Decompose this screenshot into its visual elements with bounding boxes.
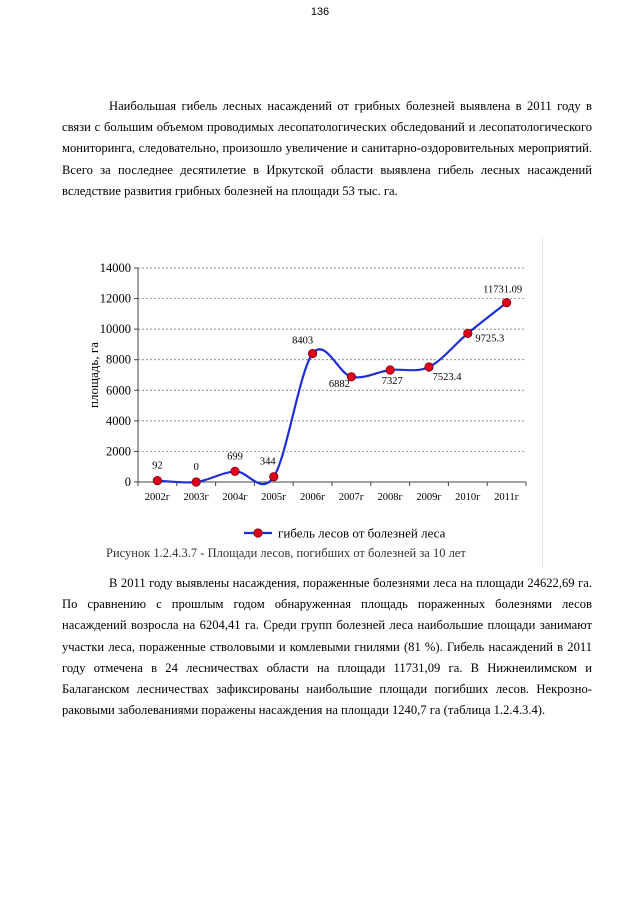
x-tick-label: 2010г	[455, 492, 481, 503]
x-tick-label: 2008г	[377, 492, 403, 503]
data-label: 11731.09	[483, 284, 523, 296]
x-tick-label: 2004г	[222, 492, 248, 503]
data-point	[192, 478, 200, 486]
legend-marker	[254, 529, 262, 537]
data-label: 9725.3	[475, 333, 505, 345]
x-tick-label: 2003г	[183, 492, 209, 503]
data-point	[270, 473, 278, 481]
x-tick-label: 2002г	[144, 492, 171, 503]
data-point	[464, 329, 472, 337]
y-axis-label: площадь, га	[86, 342, 101, 408]
x-tick-label: 2005г	[261, 492, 287, 503]
data-label: 344	[259, 456, 276, 468]
page-number: 136	[310, 6, 330, 18]
y-tick-label: 2000	[106, 444, 131, 459]
data-label: 0	[193, 462, 199, 473]
data-point	[153, 476, 161, 484]
figure-caption: Рисунок 1.2.4.3.7 - Площади лесов, погибших от болезней за 10 лет	[106, 546, 466, 560]
line-chart	[82, 250, 542, 550]
data-label: 6882	[328, 378, 350, 390]
y-tick-label: 8000	[106, 352, 131, 367]
paragraph-results: В 2011 году выявлены насаждения, пораженные болезнями леса на площади 24622,69 га. По сравнению с прошлым годом обнаруженная площадь пораженных болезнями лесов насаждений возросла на 6204,41 га. Среди групп болезней леса наибольшие площади занимают участки леса, пораженные стволовыми и комлевыми гнилями (81 %). Гибель насаждений в 2011 году отмечена в 24 лесничествах области на площади 11731,09 га. В Нижнеилимском и Балаганском лесничествах зафиксированы наибольшие площади погибших лесов. Некрозно-раковыми заболеваниями поражены насаждения на площади 1240,7 га (таблица 1.2.4.3.4).	[62, 576, 592, 718]
y-tick-label: 14000	[99, 261, 131, 275]
data-point	[308, 349, 316, 357]
y-tick-label: 10000	[99, 322, 131, 337]
data-label: 8403	[292, 335, 314, 347]
paragraph-intro: Наибольшая гибель лесных насаждений от грибных болезней выявлена в 2011 году в связи с большим объемом проводимых лесопатологических обследований и лесопатологического мониторинга, следовательно, произошло увеличение и санитарно-оздоровительных мероприятий. Всего за последнее десятилетие в Иркутской области выявлена гибель лесных насаждений вследствие развития грибных болезней на площади 53 тыс. га.	[62, 99, 592, 198]
data-label: 7327	[381, 376, 403, 388]
y-tick-label: 0	[124, 475, 131, 489]
frame-edge	[542, 238, 543, 568]
data-point	[231, 467, 239, 475]
x-tick-label: 2007г	[338, 492, 365, 503]
series-line	[157, 303, 506, 484]
y-tick-label: 12000	[99, 291, 131, 306]
data-label: 7523.4	[432, 371, 462, 383]
legend-label: гибель лесов от болезней леса	[278, 525, 446, 541]
data-label: 92	[152, 460, 163, 472]
x-tick-label: 2009г	[416, 492, 442, 503]
y-tick-label: 4000	[106, 413, 131, 428]
data-label: 699	[227, 451, 243, 463]
chart	[82, 250, 542, 565]
data-point	[425, 363, 433, 371]
data-point	[502, 298, 510, 306]
y-tick-label: 6000	[106, 383, 131, 398]
data-point	[386, 366, 394, 374]
x-tick-label: 2011г	[494, 492, 520, 503]
x-tick-label: 2006г	[299, 492, 326, 503]
